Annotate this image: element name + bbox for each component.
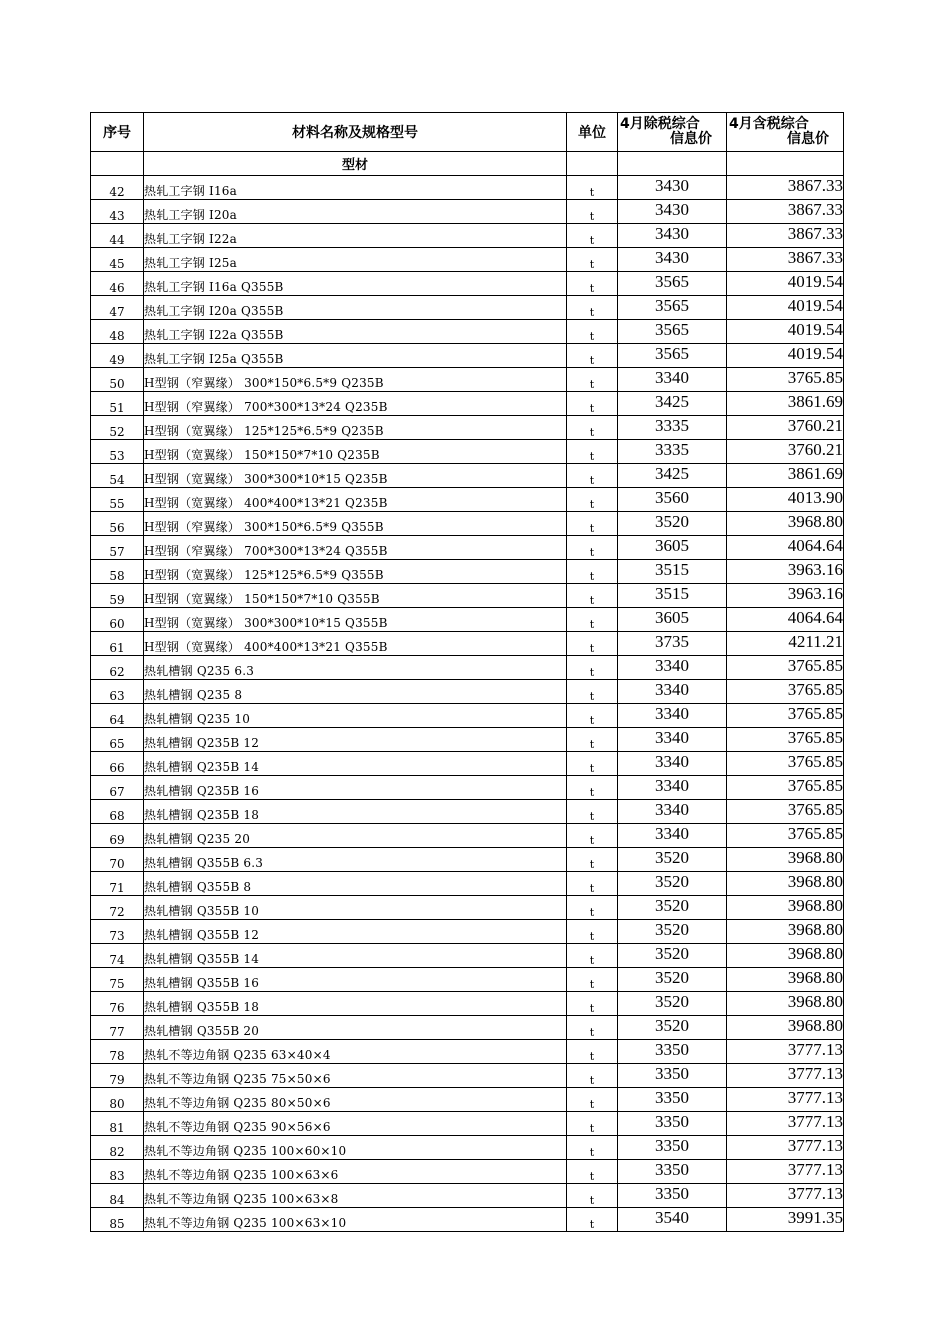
row-price-ex-tax: 3520 [618, 992, 727, 1016]
row-no: 84 [91, 1184, 144, 1208]
table-row [91, 344, 844, 368]
row-price-ex-tax: 3520 [618, 1016, 727, 1040]
row-price-ex-tax: 3520 [618, 896, 727, 920]
row-unit: t [567, 176, 618, 200]
row-price-inc-tax: 3765.85 [727, 704, 844, 728]
row-name: 热轧不等边角钢 Q235 100×60×10 [144, 1136, 567, 1160]
category-blank [727, 152, 844, 176]
row-price-ex-tax: 3340 [618, 680, 727, 704]
table-row [91, 800, 844, 824]
row-price-inc-tax: 3963.16 [727, 584, 844, 608]
category-blank [567, 152, 618, 176]
row-unit: t [567, 872, 618, 896]
row-no: 43 [91, 200, 144, 224]
row-no: 64 [91, 704, 144, 728]
row-price-inc-tax: 3765.85 [727, 728, 844, 752]
row-unit: t [567, 1016, 618, 1040]
row-name: 热轧工字钢 I22a [144, 224, 567, 248]
row-price-ex-tax: 3340 [618, 824, 727, 848]
row-price-inc-tax: 3867.33 [727, 200, 844, 224]
row-name: 热轧不等边角钢 Q235 100×63×8 [144, 1184, 567, 1208]
table-row [91, 608, 844, 632]
row-price-inc-tax: 3765.85 [727, 368, 844, 392]
table-header [91, 113, 844, 152]
row-unit: t [567, 584, 618, 608]
row-name: 热轧不等边角钢 Q235 63×40×4 [144, 1040, 567, 1064]
row-price-ex-tax: 3520 [618, 848, 727, 872]
row-price-ex-tax: 3430 [618, 248, 727, 272]
row-no: 53 [91, 440, 144, 464]
row-unit: t [567, 536, 618, 560]
row-unit: t [567, 512, 618, 536]
table-row [91, 656, 844, 680]
row-unit: t [567, 608, 618, 632]
table-row [91, 1064, 844, 1088]
table-row [91, 1040, 844, 1064]
table-row [91, 992, 844, 1016]
row-unit: t [567, 1040, 618, 1064]
row-name: 热轧槽钢 Q235 8 [144, 680, 567, 704]
row-no: 47 [91, 296, 144, 320]
row-unit: t [567, 368, 618, 392]
header-price-inc-tax [727, 113, 844, 152]
row-name: 热轧槽钢 Q235B 16 [144, 776, 567, 800]
row-no: 66 [91, 752, 144, 776]
row-no: 78 [91, 1040, 144, 1064]
row-price-inc-tax: 4064.64 [727, 536, 844, 560]
row-price-ex-tax: 3425 [618, 464, 727, 488]
row-price-ex-tax: 3735 [618, 632, 727, 656]
row-unit: t [567, 944, 618, 968]
row-price-ex-tax: 3425 [618, 392, 727, 416]
row-unit: t [567, 560, 618, 584]
row-price-ex-tax: 3335 [618, 416, 727, 440]
row-name: H型钢（宽翼缘） 150*150*7*10 Q235B [144, 440, 567, 464]
row-no: 68 [91, 800, 144, 824]
table-row [91, 632, 844, 656]
row-price-inc-tax: 3861.69 [727, 392, 844, 416]
row-name: 热轧槽钢 Q355B 18 [144, 992, 567, 1016]
table-row [91, 1112, 844, 1136]
row-price-ex-tax: 3565 [618, 344, 727, 368]
row-name: H型钢（宽翼缘） 300*300*10*15 Q235B [144, 464, 567, 488]
row-price-ex-tax: 3540 [618, 1208, 727, 1232]
row-name: H型钢（宽翼缘） 400*400*13*21 Q235B [144, 488, 567, 512]
row-no: 67 [91, 776, 144, 800]
row-price-ex-tax: 3350 [618, 1064, 727, 1088]
row-name: 热轧工字钢 I16a [144, 176, 567, 200]
header-price-ex-tax-line2: 信息价 [670, 131, 712, 147]
header-price-ex-tax [618, 113, 727, 152]
row-price-inc-tax: 3867.33 [727, 176, 844, 200]
table-row [91, 968, 844, 992]
row-name: H型钢（宽翼缘） 150*150*7*10 Q355B [144, 584, 567, 608]
table-row [91, 848, 844, 872]
table-row [91, 392, 844, 416]
table-row [91, 776, 844, 800]
row-name: 热轧不等边角钢 Q235 100×63×6 [144, 1160, 567, 1184]
table-row [91, 1184, 844, 1208]
row-unit: t [567, 344, 618, 368]
row-price-ex-tax: 3520 [618, 920, 727, 944]
row-name: 热轧槽钢 Q235B 14 [144, 752, 567, 776]
table-row [91, 872, 844, 896]
row-unit: t [567, 1160, 618, 1184]
row-price-ex-tax: 3565 [618, 320, 727, 344]
row-no: 57 [91, 536, 144, 560]
row-no: 56 [91, 512, 144, 536]
row-name: 热轧槽钢 Q235B 12 [144, 728, 567, 752]
row-name: 热轧工字钢 I20a [144, 200, 567, 224]
row-name: 热轧槽钢 Q235 6.3 [144, 656, 567, 680]
row-name: 热轧槽钢 Q355B 6.3 [144, 848, 567, 872]
row-no: 42 [91, 176, 144, 200]
price-table [90, 112, 844, 1232]
table-row [91, 224, 844, 248]
row-no: 46 [91, 272, 144, 296]
row-price-ex-tax: 3350 [618, 1112, 727, 1136]
row-no: 58 [91, 560, 144, 584]
row-name: 热轧工字钢 I25a Q355B [144, 344, 567, 368]
table-row [91, 824, 844, 848]
header-no: 序号 [91, 113, 144, 152]
row-unit: t [567, 1184, 618, 1208]
row-no: 74 [91, 944, 144, 968]
row-unit: t [567, 920, 618, 944]
row-unit: t [567, 464, 618, 488]
row-price-ex-tax: 3340 [618, 752, 727, 776]
row-unit: t [567, 392, 618, 416]
category-blank [618, 152, 727, 176]
row-no: 75 [91, 968, 144, 992]
row-unit: t [567, 848, 618, 872]
row-price-ex-tax: 3350 [618, 1040, 727, 1064]
row-unit: t [567, 200, 618, 224]
table-row [91, 416, 844, 440]
table-row [91, 752, 844, 776]
row-name: H型钢（宽翼缘） 400*400*13*21 Q355B [144, 632, 567, 656]
row-unit: t [567, 968, 618, 992]
row-price-inc-tax: 3765.85 [727, 752, 844, 776]
row-unit: t [567, 656, 618, 680]
row-no: 55 [91, 488, 144, 512]
category-blank [91, 152, 144, 176]
table-row [91, 896, 844, 920]
row-price-ex-tax: 3430 [618, 176, 727, 200]
row-price-inc-tax: 3765.85 [727, 656, 844, 680]
row-price-inc-tax: 3765.85 [727, 824, 844, 848]
row-no: 72 [91, 896, 144, 920]
table-row [91, 176, 844, 200]
row-unit: t [567, 1088, 618, 1112]
row-unit: t [567, 296, 618, 320]
row-price-ex-tax: 3520 [618, 512, 727, 536]
row-name: H型钢（宽翼缘） 300*300*10*15 Q355B [144, 608, 567, 632]
table-row [91, 1136, 844, 1160]
row-name: 热轧槽钢 Q355B 16 [144, 968, 567, 992]
table-row [91, 584, 844, 608]
table-row [91, 200, 844, 224]
row-price-inc-tax: 4211.21 [727, 632, 844, 656]
header-price-inc-tax-line1: 4月含税综合 [729, 116, 809, 132]
row-no: 50 [91, 368, 144, 392]
row-no: 44 [91, 224, 144, 248]
row-price-inc-tax: 3765.85 [727, 680, 844, 704]
header-unit: 单位 [567, 113, 618, 152]
row-price-inc-tax: 3777.13 [727, 1064, 844, 1088]
table-row [91, 704, 844, 728]
row-name: 热轧槽钢 Q355B 8 [144, 872, 567, 896]
row-price-inc-tax: 4019.54 [727, 344, 844, 368]
row-unit: t [567, 272, 618, 296]
row-price-ex-tax: 3430 [618, 224, 727, 248]
row-unit: t [567, 488, 618, 512]
row-name: H型钢（宽翼缘） 125*125*6.5*9 Q235B [144, 416, 567, 440]
row-price-ex-tax: 3340 [618, 656, 727, 680]
row-no: 63 [91, 680, 144, 704]
row-no: 54 [91, 464, 144, 488]
row-price-inc-tax: 3777.13 [727, 1040, 844, 1064]
row-unit: t [567, 704, 618, 728]
row-price-ex-tax: 3560 [618, 488, 727, 512]
table-row [91, 728, 844, 752]
row-name: 热轧槽钢 Q235 10 [144, 704, 567, 728]
row-price-inc-tax: 4019.54 [727, 320, 844, 344]
row-price-inc-tax: 3777.13 [727, 1088, 844, 1112]
row-no: 79 [91, 1064, 144, 1088]
row-price-ex-tax: 3515 [618, 560, 727, 584]
row-price-ex-tax: 3340 [618, 368, 727, 392]
row-price-ex-tax: 3350 [618, 1136, 727, 1160]
row-unit: t [567, 320, 618, 344]
table-row [91, 368, 844, 392]
row-no: 80 [91, 1088, 144, 1112]
row-price-ex-tax: 3520 [618, 872, 727, 896]
row-no: 73 [91, 920, 144, 944]
row-price-ex-tax: 3520 [618, 944, 727, 968]
table-row [91, 1016, 844, 1040]
row-price-ex-tax: 3335 [618, 440, 727, 464]
row-no: 77 [91, 1016, 144, 1040]
row-price-inc-tax: 3777.13 [727, 1136, 844, 1160]
row-no: 65 [91, 728, 144, 752]
table-row [91, 536, 844, 560]
row-unit: t [567, 1208, 618, 1232]
row-price-inc-tax: 3968.80 [727, 968, 844, 992]
row-price-ex-tax: 3565 [618, 296, 727, 320]
row-price-inc-tax: 3765.85 [727, 800, 844, 824]
row-name: H型钢（窄翼缘） 300*150*6.5*9 Q235B [144, 368, 567, 392]
row-price-ex-tax: 3350 [618, 1088, 727, 1112]
table-row [91, 560, 844, 584]
row-unit: t [567, 992, 618, 1016]
row-price-inc-tax: 3777.13 [727, 1160, 844, 1184]
row-name: 热轧槽钢 Q235B 18 [144, 800, 567, 824]
row-price-inc-tax: 3777.13 [727, 1184, 844, 1208]
row-price-inc-tax: 3968.80 [727, 992, 844, 1016]
row-unit: t [567, 680, 618, 704]
row-price-inc-tax: 3968.80 [727, 848, 844, 872]
header-name: 材料名称及规格型号 [144, 113, 567, 152]
row-name: 热轧工字钢 I20a Q355B [144, 296, 567, 320]
row-name: 热轧工字钢 I16a Q355B [144, 272, 567, 296]
row-price-ex-tax: 3340 [618, 704, 727, 728]
row-price-inc-tax: 3867.33 [727, 224, 844, 248]
row-price-inc-tax: 3968.80 [727, 512, 844, 536]
row-unit: t [567, 824, 618, 848]
row-price-ex-tax: 3605 [618, 536, 727, 560]
row-no: 60 [91, 608, 144, 632]
row-name: H型钢（窄翼缘） 700*300*13*24 Q235B [144, 392, 567, 416]
table-row [91, 512, 844, 536]
row-no: 76 [91, 992, 144, 1016]
row-unit: t [567, 752, 618, 776]
row-no: 49 [91, 344, 144, 368]
row-price-ex-tax: 3350 [618, 1184, 727, 1208]
table-row [91, 680, 844, 704]
row-name: 热轧工字钢 I22a Q355B [144, 320, 567, 344]
row-price-ex-tax: 3520 [618, 968, 727, 992]
row-name: 热轧工字钢 I25a [144, 248, 567, 272]
row-price-ex-tax: 3605 [618, 608, 727, 632]
table-row [91, 920, 844, 944]
table-row [91, 464, 844, 488]
row-price-ex-tax: 3340 [618, 776, 727, 800]
row-price-inc-tax: 3861.69 [727, 464, 844, 488]
row-unit: t [567, 248, 618, 272]
header-price-ex-tax-line1: 4月除税综合 [620, 116, 700, 132]
row-no: 81 [91, 1112, 144, 1136]
row-name: H型钢（宽翼缘） 125*125*6.5*9 Q355B [144, 560, 567, 584]
row-unit: t [567, 440, 618, 464]
row-name: 热轧槽钢 Q355B 12 [144, 920, 567, 944]
row-price-ex-tax: 3515 [618, 584, 727, 608]
row-no: 45 [91, 248, 144, 272]
row-unit: t [567, 776, 618, 800]
row-unit: t [567, 728, 618, 752]
row-price-ex-tax: 3350 [618, 1160, 727, 1184]
row-unit: t [567, 800, 618, 824]
row-unit: t [567, 632, 618, 656]
row-no: 70 [91, 848, 144, 872]
row-unit: t [567, 224, 618, 248]
table-row [91, 944, 844, 968]
row-name: 热轧不等边角钢 Q235 90×56×6 [144, 1112, 567, 1136]
row-price-inc-tax: 3777.13 [727, 1112, 844, 1136]
row-no: 85 [91, 1208, 144, 1232]
row-price-ex-tax: 3565 [618, 272, 727, 296]
row-price-inc-tax: 3760.21 [727, 416, 844, 440]
row-name: 热轧不等边角钢 Q235 100×63×10 [144, 1208, 567, 1232]
row-unit: t [567, 1112, 618, 1136]
row-price-inc-tax: 4019.54 [727, 296, 844, 320]
table-row [91, 1088, 844, 1112]
row-price-inc-tax: 4019.54 [727, 272, 844, 296]
table-row [91, 320, 844, 344]
table-row [91, 296, 844, 320]
row-price-inc-tax: 3963.16 [727, 560, 844, 584]
row-name: 热轧槽钢 Q235 20 [144, 824, 567, 848]
row-name: 热轧槽钢 Q355B 10 [144, 896, 567, 920]
row-no: 71 [91, 872, 144, 896]
category-label: 型材 [144, 152, 567, 176]
table-row [91, 440, 844, 464]
row-unit: t [567, 416, 618, 440]
row-name: H型钢（窄翼缘） 700*300*13*24 Q355B [144, 536, 567, 560]
row-price-inc-tax: 3968.80 [727, 920, 844, 944]
row-no: 82 [91, 1136, 144, 1160]
row-no: 51 [91, 392, 144, 416]
row-price-ex-tax: 3340 [618, 800, 727, 824]
row-unit: t [567, 1064, 618, 1088]
row-price-inc-tax: 3968.80 [727, 872, 844, 896]
row-price-inc-tax: 3760.21 [727, 440, 844, 464]
row-unit: t [567, 1136, 618, 1160]
row-price-ex-tax: 3340 [618, 728, 727, 752]
row-no: 48 [91, 320, 144, 344]
row-price-inc-tax: 3968.80 [727, 944, 844, 968]
row-no: 83 [91, 1160, 144, 1184]
table-body [91, 152, 844, 1232]
row-price-ex-tax: 3430 [618, 200, 727, 224]
row-no: 61 [91, 632, 144, 656]
row-no: 62 [91, 656, 144, 680]
table-row [91, 488, 844, 512]
row-price-inc-tax: 4064.64 [727, 608, 844, 632]
row-no: 59 [91, 584, 144, 608]
row-name: 热轧不等边角钢 Q235 80×50×6 [144, 1088, 567, 1112]
row-price-inc-tax: 3765.85 [727, 776, 844, 800]
row-name: 热轧槽钢 Q355B 20 [144, 1016, 567, 1040]
table-row [91, 1160, 844, 1184]
row-no: 69 [91, 824, 144, 848]
row-name: 热轧不等边角钢 Q235 75×50×6 [144, 1064, 567, 1088]
row-price-inc-tax: 3968.80 [727, 1016, 844, 1040]
row-price-inc-tax: 4013.90 [727, 488, 844, 512]
row-name: H型钢（窄翼缘） 300*150*6.5*9 Q355B [144, 512, 567, 536]
row-price-inc-tax: 3968.80 [727, 896, 844, 920]
row-no: 52 [91, 416, 144, 440]
table-row [91, 248, 844, 272]
header-price-inc-tax-line2: 信息价 [787, 131, 829, 147]
row-price-inc-tax: 3991.35 [727, 1208, 844, 1232]
table-row [91, 272, 844, 296]
row-price-inc-tax: 3867.33 [727, 248, 844, 272]
row-name: 热轧槽钢 Q355B 14 [144, 944, 567, 968]
row-unit: t [567, 896, 618, 920]
category-row [91, 152, 844, 176]
table-row [91, 1208, 844, 1232]
